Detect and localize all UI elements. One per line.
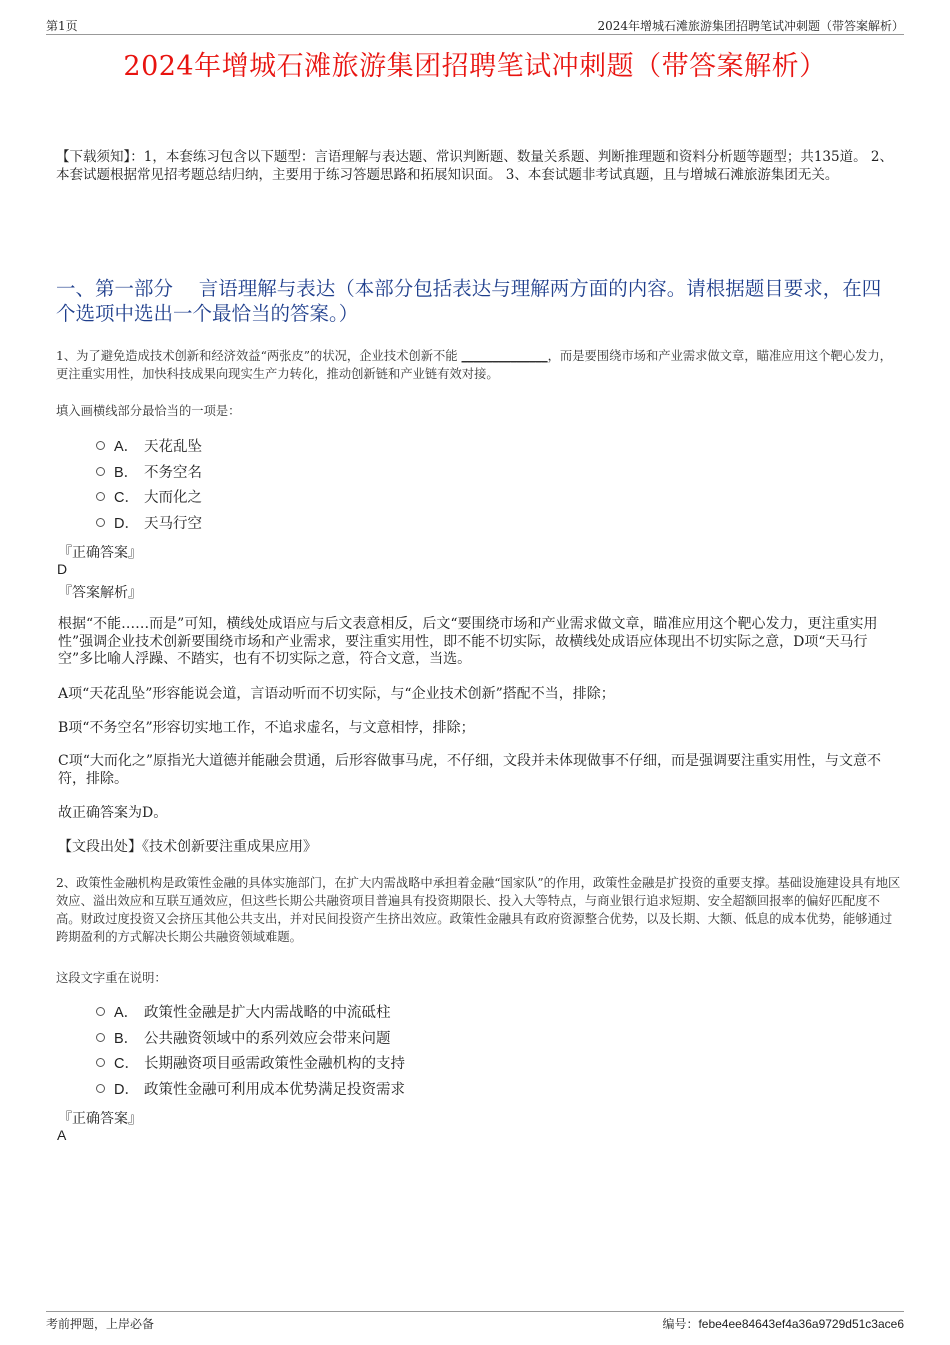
question-1-answer: D — [57, 561, 68, 577]
page-number: 第1页 — [46, 19, 78, 33]
radio-icon[interactable] — [96, 518, 105, 527]
radio-icon[interactable] — [96, 492, 105, 501]
question-1-analysis-b: B项“不务空名”形容切实地工作，不追求虚名，与文意相悖，排除； — [58, 720, 475, 736]
question-1-prompt: 填入画横线部分最恰当的一项是： — [56, 404, 241, 418]
question-2-option-a[interactable]: A． 政策性金融是扩大内需战略的中流砥柱 — [96, 999, 405, 1025]
question-2-option-c[interactable]: C． 长期融资项目亟需政策性金融机构的支持 — [96, 1050, 405, 1076]
question-2-options — [96, 999, 405, 1101]
footer-slogan: 考前押题，上岸必备 — [46, 1317, 155, 1331]
question-1-option-c[interactable]: C． 大而化之 — [96, 484, 202, 510]
radio-icon[interactable] — [96, 1084, 105, 1093]
question-1-answer-label: 『正确答案』 — [58, 545, 142, 561]
question-1-stem-before: 1、为了避免造成技术创新和经济效益“两张皮”的状况，企业技术创新不能 — [56, 349, 462, 363]
question-1-source: 【文段出处】《技术创新要注重成果应用》 — [58, 839, 317, 855]
download-notice: 【下载须知】：1，本套练习包含以下题型：言语理解与表达题、常识判断题、数量关系题、判断推理题和资料分析题等题型；共135道。 2、本套试题根据常见招考题总结归纳，主要用于练习答题思路和拓展知识面。 3、本套试题非考试真题，且与增城石滩旅游集团无关。 — [56, 149, 893, 183]
question-2-prompt: 这段文字重在说明： — [56, 971, 167, 985]
section-title: 一、第一部分 言语理解与表达（本部分包括表达与理解两方面的内容。请根据题目要求，在四个选项中选出一个最恰当的答案。） — [56, 277, 882, 325]
radio-icon[interactable] — [96, 441, 105, 450]
radio-icon[interactable] — [96, 1033, 105, 1042]
question-1-options — [96, 433, 202, 535]
question-1-analysis-main: 根据“不能……而是”可知，横线处成语应与后文表意相反，后文“要围绕市场和产业需求做文章，瞄准应用这个靶心发力，更注重实用性”强调企业技术创新要围绕市场和产业需求，要注重实用性，即不能不切实际，故横线处成语应体现出不切实际之意，D项“天马行空”多比喻人浮躁、不踏实，也有不切实际之意，符合文意，当选。 — [58, 616, 878, 667]
question-1-option-d[interactable]: D． 天马行空 — [96, 510, 202, 536]
header-doc-title: 2024年增城石滩旅游集团招聘笔试冲刺题（带答案解析） — [597, 19, 904, 33]
radio-icon[interactable] — [96, 1058, 105, 1067]
footer-code-value: febe4ee84643ef4a36a9729d51c3ace6 — [698, 1317, 904, 1331]
question-2-answer-label: 『正确答案』 — [58, 1111, 142, 1127]
question-1-conclusion: 故正确答案为D。 — [58, 805, 168, 821]
page-footer — [46, 1311, 904, 1333]
question-1-analysis-label: 『答案解析』 — [58, 585, 142, 601]
question-1-analysis-c: C项“大而化之”原指光大道德并能融会贯通，后形容做事马虎，不仔细，文段并未体现做事不仔细，而是强调要注重实用性，与文意不符，排除。 — [58, 753, 882, 787]
question-2-option-b[interactable]: B． 公共融资领域中的系列效应会带来问题 — [96, 1025, 405, 1051]
question-2-answer: A — [57, 1127, 67, 1143]
question-1-blank: ______________ — [461, 349, 548, 363]
radio-icon[interactable] — [96, 1007, 105, 1016]
question-2-option-d[interactable]: D． 政策性金融可利用成本优势满足投资需求 — [96, 1076, 405, 1102]
radio-icon[interactable] — [96, 467, 105, 476]
question-2-stem: 2、政策性金融机构是政策性金融的具体实施部门，在扩大内需战略中承担着金融“国家队”的作用，政策性金融是扩投资的重要支撑。基础设施建设具有地区效应、溢出效应和互联互通效应，但这些长期公共融资项目普遍具有投资期限长、投入大等特点，与商业银行追求短期、安全超额回报率的偏好匹配度不高。财政过度投资又会挤压其他公共支出，并对民间投资产生挤出效应。政策性金融具有政府资源整合优势，以及长期、大额、低息的成本优势，能够通过跨期盈利的方式解决长期公共融资领域难题。 — [56, 876, 901, 944]
document-title: 2024年增城石滩旅游集团招聘笔试冲刺题（带答案解析） — [123, 51, 827, 82]
question-1-stem-after: ，而是要围绕市场和产业需求做文章，瞄准应用这个靶心发力，更注重实用性，加快科技成果向现实生产力转化，推动创新链和产业链有效对接。 — [56, 349, 892, 381]
footer-code: 编号：febe4ee84643ef4a36a9729d51c3ace6 — [662, 1317, 904, 1331]
question-1-stem — [56, 347, 902, 383]
page-header — [46, 14, 904, 35]
question-1-option-a[interactable]: A． 天花乱坠 — [96, 433, 202, 459]
question-1-analysis-a: A项“天花乱坠”形容能说会道，言语动听而不切实际，与“企业技术创新”搭配不当，排除； — [58, 686, 615, 702]
question-1-option-b[interactable]: B． 不务空名 — [96, 459, 202, 485]
